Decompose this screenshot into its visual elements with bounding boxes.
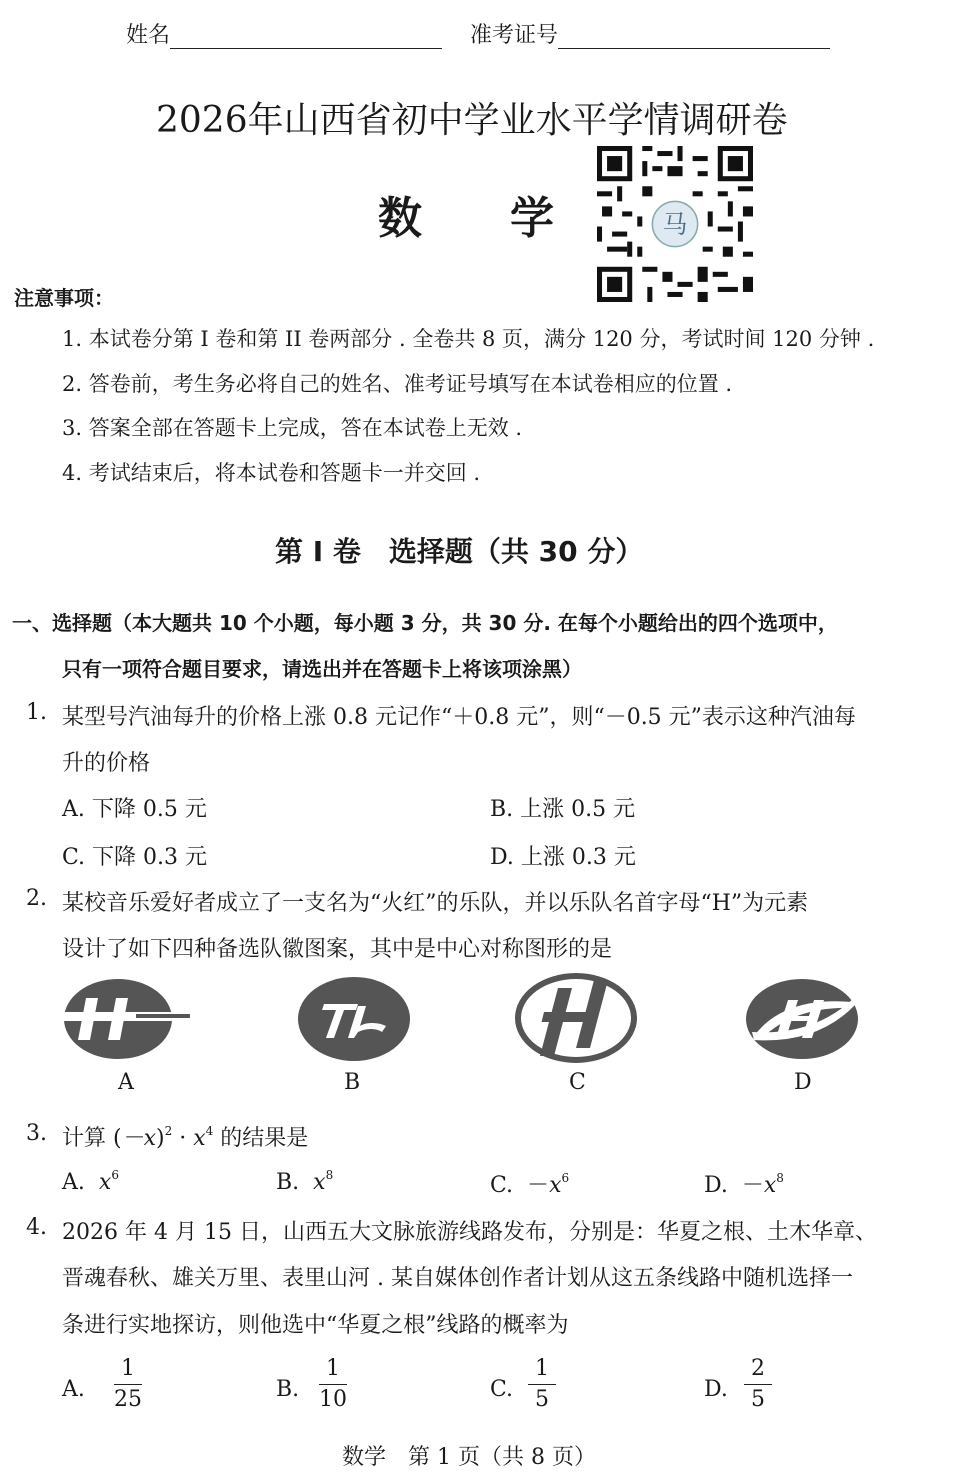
q1-stem-line2: 升的价格 [62, 751, 151, 776]
fraction-denominator: 10 [319, 1387, 347, 1412]
option-var: x [313, 1170, 326, 1195]
q1-option-c[interactable]: C. 下降 0.3 元 [62, 845, 208, 870]
svg-text:马: 马 [662, 210, 688, 240]
name-blank [170, 47, 442, 49]
q2-stem-line1: 某校音乐爱好者成立了一支名为“火红”的乐队，并以乐队名首字母“H”为元素 [62, 891, 809, 916]
option-sign: － [527, 1173, 550, 1198]
notice-item: 1. 本试卷分第 I 卷和第 II 卷两部分 . 全卷共 8 页，满分 120 分，考试时间 120 分钟 . [62, 327, 875, 351]
page-footer: 数学 第 1 页（共 8 页） [342, 1445, 596, 1470]
question-number: 4. [26, 1215, 47, 1240]
notice-item: 4. 考试结束后，将本试卷和答题卡一并交回 . [62, 461, 481, 485]
q4-stem-line3: 条进行实地探访，则他选中“华夏之根”线路的概率为 [62, 1313, 569, 1338]
subject-title: 数 学 [378, 193, 554, 244]
question-number: 2. [26, 886, 47, 911]
q4-option-d-fraction[interactable] [738, 1356, 778, 1413]
name-field [126, 18, 442, 49]
fraction-bar [114, 1384, 142, 1385]
q3-exp1: 2 [164, 1124, 173, 1138]
q3-option-b[interactable] [276, 1168, 333, 1195]
q4-stem-line1: 2026 年 4 月 15 日，山西五大文脉旅游线路发布，分别是：华夏之根、土木华章、 [62, 1220, 877, 1245]
fraction-bar [744, 1384, 772, 1385]
option-exp: 6 [561, 1171, 570, 1185]
notice-item: 3. 答案全部在答题卡上完成，答在本试卷上无效 . [62, 416, 523, 440]
logo-d-icon[interactable] [744, 976, 864, 1062]
fraction-numerator: 2 [751, 1356, 765, 1381]
q1-option-d[interactable]: D. 上涨 0.3 元 [490, 845, 636, 870]
q4-option-c-label[interactable]: C. [490, 1377, 514, 1402]
notice-item: 2. 答卷前，考生务必将自己的姓名、准考证号填写在本试卷相应的位置 . [62, 372, 733, 396]
fraction-denominator: 5 [751, 1387, 765, 1412]
option-label: D. [704, 1173, 728, 1198]
option-exp: 8 [325, 1168, 334, 1182]
q1-option-a[interactable]: A. 下降 0.5 元 [62, 797, 207, 822]
section1-instructions-line2: 只有一项符合题目要求，请选出并在答题卡上将该项涂黑） [62, 657, 582, 681]
fraction-numerator: 1 [535, 1356, 549, 1381]
option-label: B. [276, 1170, 300, 1195]
option-exp: 8 [776, 1171, 784, 1185]
fraction-numerator: 1 [121, 1356, 135, 1381]
q4-option-d-label[interactable]: D. [704, 1377, 728, 1402]
logo-a-icon[interactable] [62, 976, 192, 1062]
option-label: C. [490, 1173, 514, 1198]
q3-dot: · [172, 1126, 194, 1151]
q3-stem-prefix: 计算 ( [62, 1126, 122, 1151]
q4-option-b-label[interactable]: B. [276, 1377, 300, 1402]
q2-stem-line2: 设计了如下四种备选队徽图案，其中是中心对称图形的是 [62, 937, 613, 962]
logo-label-c: C [569, 1070, 586, 1095]
notice-heading: 注意事项： [14, 286, 114, 310]
section1-instructions-line1: 一、选择题（本大题共 10 个小题，每小题 3 分，共 30 分. 在每个小题给出的四个选项中， [12, 611, 838, 635]
q3-stem [62, 1121, 308, 1152]
q3-stem-var: －x [121, 1126, 156, 1151]
q3-stem-mid: ) [156, 1126, 165, 1151]
q4-option-a-fraction[interactable] [108, 1356, 148, 1413]
q4-option-c-fraction[interactable] [522, 1356, 562, 1413]
id-label: 准考证号 [470, 23, 559, 48]
q4-option-b-fraction[interactable] [313, 1356, 353, 1413]
q3-option-d[interactable] [704, 1168, 784, 1199]
fraction-bar [319, 1384, 347, 1385]
logo-c-icon[interactable] [514, 972, 638, 1064]
qr-code [597, 146, 753, 302]
q3-var2: x [193, 1126, 206, 1151]
question-number: 1. [26, 700, 47, 725]
option-label: A. [62, 1170, 85, 1195]
fraction-denominator: 5 [535, 1387, 549, 1412]
q3-option-c[interactable] [490, 1168, 569, 1199]
option-sign: － [741, 1173, 764, 1198]
q4-stem-line2: 晋魂春秋、雄关万里、表里山河 . 某自媒体创作者计划从这五条线路中随机选择一 [62, 1266, 853, 1291]
id-field [470, 18, 830, 49]
logo-b-icon[interactable] [296, 976, 412, 1062]
id-blank [558, 47, 830, 49]
logo-label-d: D [794, 1070, 812, 1095]
name-label: 姓名 [126, 23, 171, 48]
question-number: 3. [26, 1121, 47, 1146]
option-var: x [549, 1173, 562, 1198]
option-exp: 6 [111, 1168, 119, 1182]
fraction-numerator: 1 [326, 1356, 340, 1381]
exam-title: 2026年山西省初中学业水平学情调研卷 [156, 100, 788, 141]
q1-option-b[interactable]: B. 上涨 0.5 元 [490, 797, 636, 822]
q3-stem-suffix: 的结果是 [213, 1126, 309, 1151]
fraction-denominator: 25 [114, 1387, 142, 1412]
logo-label-b: B [344, 1070, 361, 1095]
q3-exp2: 4 [205, 1124, 214, 1138]
fraction-bar [528, 1384, 556, 1385]
part1-title: 第 I 卷 选择题（共 30 分） [275, 535, 644, 568]
logo-label-a: A [118, 1070, 134, 1095]
option-var: x [98, 1170, 112, 1195]
q1-stem-line1: 某型号汽油每升的价格上涨 0.8 元记作“＋0.8 元”，则“－0.5 元”表示这种汽油每 [62, 705, 856, 730]
option-var: x [763, 1173, 777, 1198]
q3-option-a[interactable] [62, 1168, 119, 1195]
q4-option-a-label[interactable]: A. [62, 1377, 85, 1402]
